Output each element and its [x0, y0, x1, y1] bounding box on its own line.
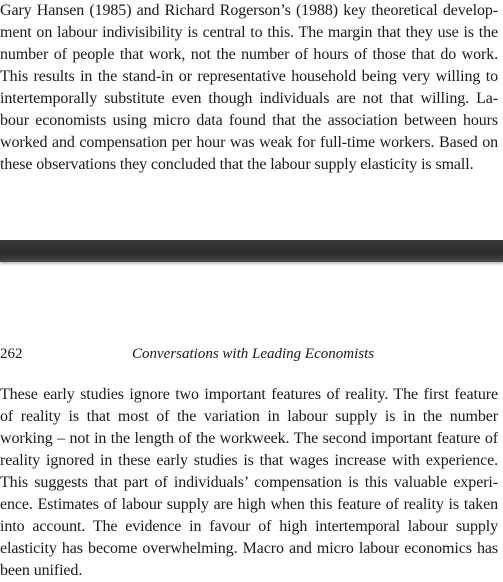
running-title: Conversations with Leading Economists — [132, 346, 375, 362]
page-divider — [0, 240, 503, 262]
text-line: of reality is that most of the variation in labour supply is in the number — [0, 408, 498, 425]
text-line: These early studies ignore two important features of reality. The first feature — [0, 386, 498, 403]
text-line: number of people that work, not the number of hours of those that do work. — [0, 46, 498, 63]
text-line: bour economists using micro data found that the association between hours — [0, 112, 498, 129]
previous-page-bottom — [0, 0, 503, 240]
text-line: intertemporally substitute even though individuals are not that willing. La- — [0, 90, 498, 107]
text-line: these observations they concluded that the labour supply elasticity is small. — [0, 156, 474, 173]
top-paragraph — [0, 0, 498, 176]
text-line: reality ignored in these early studies is that wages increase with experience. — [0, 452, 498, 469]
text-line: working – not in the length of the workweek. The second important feature of — [0, 430, 498, 447]
text-line: worked and compensation per hour was weak for full-time workers. Based on — [0, 134, 498, 151]
text-line: been unified. — [0, 562, 83, 579]
bottom-paragraph — [0, 384, 498, 582]
text-line: into account. The evidence in favour of high intertemporal labour supply — [0, 518, 498, 535]
text-line: This results in the stand-in or representative household being very willing to — [0, 68, 498, 85]
text-line: ence. Estimates of labour supply are high when this feature of reality is taken — [0, 496, 498, 513]
text-line: This suggests that part of individuals’ compensation is this valuable experi- — [0, 474, 498, 491]
text-line: elasticity has become overwhelming. Macro and micro labour economics has — [0, 540, 498, 557]
page-number: 262 — [0, 346, 23, 362]
running-head — [0, 346, 503, 368]
text-line: ment on labour indivisibility is central to this. The margin that they use is the — [0, 24, 498, 41]
text-line: Gary Hansen (1985) and Richard Rogerson’s (1988) key theoretical develop- — [0, 2, 498, 19]
